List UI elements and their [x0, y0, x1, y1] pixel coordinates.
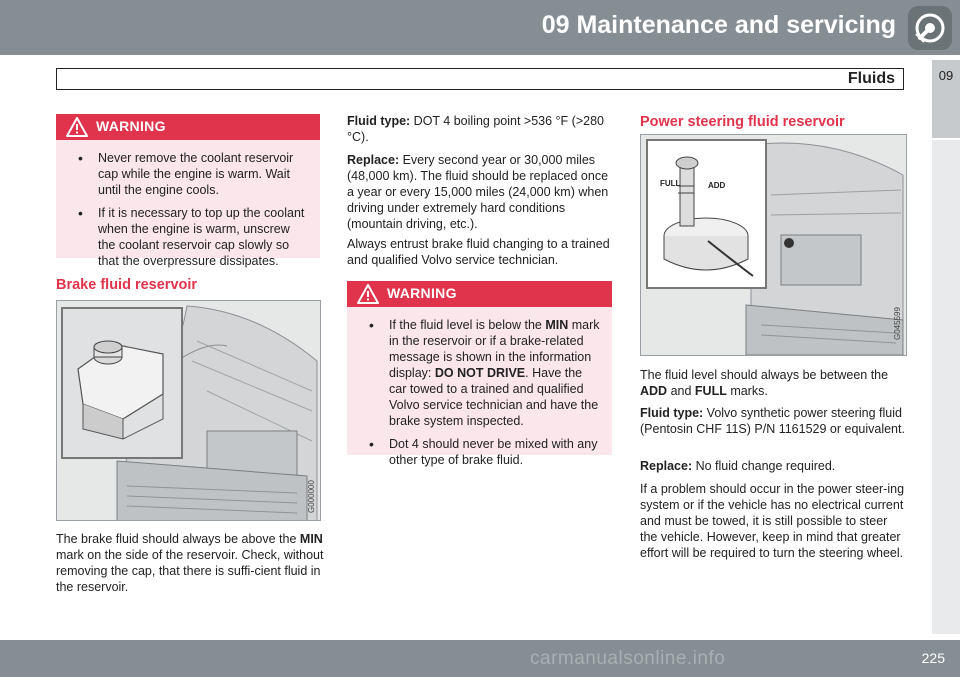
steering-fluid-type: Fluid type: Volvo synthetic power steering fluid (Pentosin CHF 11S) P/N 1161529 or equivalent. — [640, 406, 905, 436]
warning-item: • If it is necessary to top up the coolant when the engine is warm, unscrew the coolant reservoir cap slowly so that the overpressure dissipates. — [84, 205, 308, 269]
warning-item: • If the fluid level is below the MIN mark in the reservoir or if a brake-related message is shown in the information display: DO NOT DRIVE. Have the car towed to a trained and qualified Volvo service technician and have the brake system inspected. — [375, 317, 600, 429]
warning-title: WARNING — [96, 118, 166, 134]
warning-list — [56, 140, 320, 286]
warning-header — [56, 114, 320, 140]
footer-bar — [0, 640, 960, 677]
warning-title: WARNING — [387, 285, 457, 301]
wrench-gear-icon — [908, 6, 952, 50]
watermark: carmanualsonline.info — [530, 648, 726, 669]
section-bar — [56, 68, 904, 90]
figure-code: G045599 — [893, 307, 902, 340]
brake-reservoir-icon — [63, 309, 181, 457]
warning-triangle-icon — [66, 117, 88, 137]
power-steering-figure — [640, 134, 907, 356]
coolant-warning-box — [56, 114, 320, 268]
header-bar — [0, 0, 960, 55]
section-title: Fluids — [847, 70, 895, 87]
steering-replace: Replace: No fluid change required. — [640, 459, 836, 473]
chapter-title: 09 Maintenance and servicing — [541, 11, 896, 39]
brake-replace: Replace: Every second year or 30,000 miles (48,000 km). The fluid should be replaced once a year or every 15,000 miles (24,000 km) when driving under extremely hard conditions (mountain driving, etc.). — [347, 153, 609, 231]
entrust-paragraph: Always entrust brake fluid changing to a trained and qualified Volvo service technician. — [347, 237, 610, 267]
steering-problem-paragraph: If a problem should occur in the power steer-ing system or if the vehicle has no electrical current and must be towed, it is still possible to steer the vehicle. However, keep in mind that greater effort will be required to turn the steering wheel. — [640, 482, 905, 560]
brake-fluid-heading: Brake fluid reservoir — [56, 277, 198, 293]
full-label: FULL — [660, 179, 681, 188]
brake-warning-box — [347, 281, 612, 467]
reservoir-inset — [646, 139, 767, 289]
page-number: 225 — [921, 650, 945, 666]
brake-level-paragraph: The brake fluid should always be above the MIN mark on the side of the reservoir. Check, without removing the cap, that there is suffi-cient fluid in the reservoir. — [56, 532, 324, 594]
steering-reservoir-icon — [648, 141, 765, 287]
reservoir-inset — [61, 307, 183, 459]
warning-list — [347, 307, 612, 485]
warning-header — [347, 281, 612, 307]
add-label: ADD — [708, 181, 726, 190]
chapter-tab[interactable] — [932, 60, 960, 138]
figure-code: G000000 — [307, 480, 316, 513]
brake-reservoir-figure — [56, 300, 321, 521]
warning-item: • Never remove the coolant reservoir cap while the engine is warm. Wait until the engine cools. — [84, 150, 308, 198]
brake-fluid-type: Fluid type: DOT 4 boiling point >536 °F (>280 °C). — [347, 114, 604, 144]
tab-strip — [932, 140, 960, 634]
power-steering-heading: Power steering fluid reservoir — [640, 114, 845, 130]
steering-level-paragraph: The fluid level should always be between the ADD and FULL marks. — [640, 368, 889, 398]
chapter-tab-number: 09 — [938, 68, 954, 83]
warning-triangle-icon — [357, 284, 379, 304]
warning-item: • Dot 4 should never be mixed with any other type of brake fluid. — [375, 436, 600, 468]
